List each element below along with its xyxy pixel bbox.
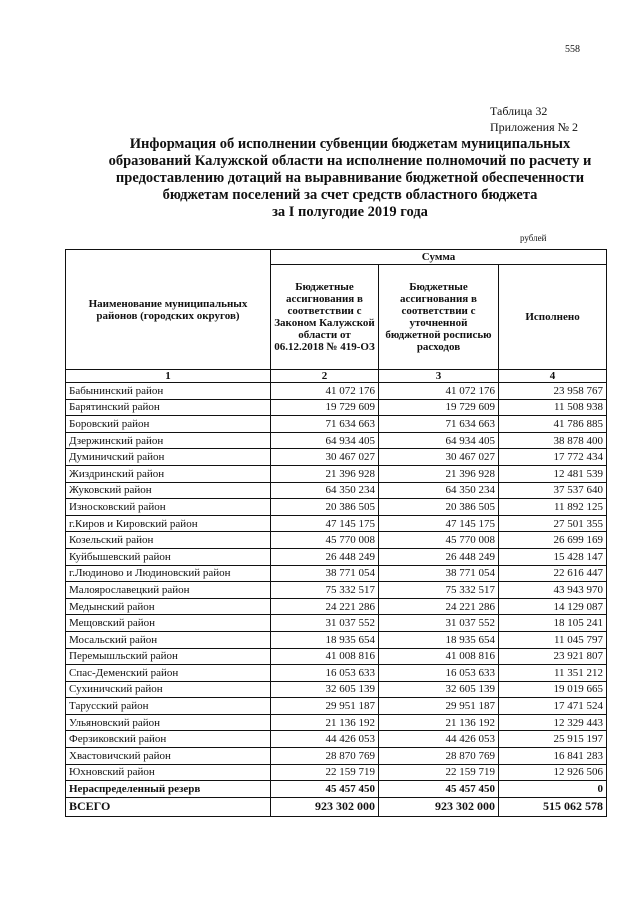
district-name-cell: Козельский район [66,532,271,549]
district-name-cell: Жуковский район [66,482,271,499]
table-row [66,432,607,449]
table-row [66,698,607,715]
district-name-cell: Бабынинский район [66,383,271,400]
budget-refined-cell: 21 136 192 [379,714,499,731]
budget-refined-cell: 923 302 000 [379,797,499,816]
district-name-cell: Куйбышевский район [66,548,271,565]
executed-cell: 23 958 767 [499,383,607,400]
district-name-cell: Нераспределенный резерв [66,781,271,798]
column-number: 4 [499,370,607,383]
header-col3: Бюджетные ассигнования в соответствии с уточненной бюджетной росписью расходов [379,265,499,370]
budget-refined-cell: 24 221 286 [379,598,499,615]
budget-law-cell: 28 870 769 [271,748,379,765]
district-name-cell: Износковский район [66,499,271,516]
budget-refined-cell: 45 457 450 [379,781,499,798]
table-row [66,681,607,698]
table-row [66,582,607,599]
total-row [66,797,607,816]
budget-law-cell: 32 605 139 [271,681,379,698]
district-name-cell: Дзержинский район [66,432,271,449]
executed-cell: 515 062 578 [499,797,607,816]
title-line: бюджетам поселений за счет средств областного бюджета [162,187,538,203]
budget-refined-cell: 19 729 609 [379,399,499,416]
budget-law-cell: 22 159 719 [271,764,379,781]
table-row [66,598,607,615]
budget-law-cell: 29 951 187 [271,698,379,715]
executed-cell: 11 508 938 [499,399,607,416]
district-name-cell: Малоярославецкий район [66,582,271,599]
budget-law-cell: 21 136 192 [271,714,379,731]
district-name-cell: Мосальский район [66,631,271,648]
budget-refined-cell: 29 951 187 [379,698,499,715]
executed-cell: 16 841 283 [499,748,607,765]
table-row [66,532,607,549]
budget-law-cell: 20 386 505 [271,499,379,516]
district-name-cell: г.Людиново и Людиновский район [66,565,271,582]
table-row [66,615,607,632]
budget-law-cell: 64 934 405 [271,432,379,449]
budget-refined-cell: 16 053 633 [379,665,499,682]
budget-law-cell: 64 350 234 [271,482,379,499]
executed-cell: 0 [499,781,607,798]
table-row [66,416,607,433]
table-row [66,731,607,748]
table-row [66,449,607,466]
header-sum-group: Сумма [271,250,607,265]
table-row [66,648,607,665]
executed-cell: 14 129 087 [499,598,607,615]
header-col4: Исполнено [499,265,607,370]
table-row [66,548,607,565]
table-row [66,465,607,482]
executed-cell: 37 537 640 [499,482,607,499]
subvention-table [65,249,607,817]
budget-law-cell: 71 634 663 [271,416,379,433]
district-name-cell: Медынский район [66,598,271,615]
column-number: 1 [66,370,271,383]
budget-refined-cell: 44 426 053 [379,731,499,748]
district-name-cell: Ульяновский район [66,714,271,731]
executed-cell: 23 921 807 [499,648,607,665]
table-label: Таблица 32 [490,104,548,118]
table-row [66,665,607,682]
table-row [66,383,607,400]
budget-refined-cell: 47 145 175 [379,515,499,532]
header-row-sum [66,250,607,265]
budget-refined-cell: 71 634 663 [379,416,499,433]
executed-cell: 11 045 797 [499,631,607,648]
appendix-label: Приложения № 2 [490,120,579,134]
column-number: 2 [271,370,379,383]
district-name-cell: Хвастовичский район [66,748,271,765]
budget-refined-cell: 18 935 654 [379,631,499,648]
executed-cell: 17 772 434 [499,449,607,466]
executed-cell: 27 501 355 [499,515,607,532]
table-row [66,631,607,648]
budget-refined-cell: 32 605 139 [379,681,499,698]
budget-law-cell: 923 302 000 [271,797,379,816]
budget-law-cell: 75 332 517 [271,582,379,599]
budget-law-cell: 45 457 450 [271,781,379,798]
budget-refined-cell: 41 072 176 [379,383,499,400]
header-name-col: Наименование муниципальных районов (городских округов) [66,250,271,370]
table-row [66,748,607,765]
district-name-cell: Перемышльский район [66,648,271,665]
budget-law-cell: 26 448 249 [271,548,379,565]
district-name-cell: ВСЕГО [66,797,271,816]
executed-cell: 41 786 885 [499,416,607,433]
page-number: 558 [565,44,580,55]
table-row [66,565,607,582]
budget-law-cell: 41 008 816 [271,648,379,665]
budget-law-cell: 18 935 654 [271,631,379,648]
district-name-cell: Думиничский район [66,449,271,466]
reserve-row [66,781,607,798]
budget-refined-cell: 75 332 517 [379,582,499,599]
executed-cell: 12 481 539 [499,465,607,482]
district-name-cell: Сухиничский район [66,681,271,698]
budget-law-cell: 38 771 054 [271,565,379,582]
executed-cell: 43 943 970 [499,582,607,599]
budget-law-cell: 30 467 027 [271,449,379,466]
executed-cell: 19 019 665 [499,681,607,698]
document-title [100,136,600,221]
district-name-cell: Ферзиковский район [66,731,271,748]
column-number: 3 [379,370,499,383]
executed-cell: 25 915 197 [499,731,607,748]
budget-refined-cell: 28 870 769 [379,748,499,765]
table-row [66,399,607,416]
district-name-cell: г.Киров и Кировский район [66,515,271,532]
budget-refined-cell: 26 448 249 [379,548,499,565]
budget-refined-cell: 21 396 928 [379,465,499,482]
budget-law-cell: 24 221 286 [271,598,379,615]
executed-cell: 11 892 125 [499,499,607,516]
title-line: Информация об исполнении субвенции бюджетам муниципальных [129,136,571,152]
district-name-cell: Юхновский район [66,764,271,781]
budget-refined-cell: 22 159 719 [379,764,499,781]
executed-cell: 11 351 212 [499,665,607,682]
district-name-cell: Боровский район [66,416,271,433]
currency-note: рублей [520,233,547,243]
executed-cell: 15 428 147 [499,548,607,565]
budget-refined-cell: 38 771 054 [379,565,499,582]
budget-refined-cell: 30 467 027 [379,449,499,466]
budget-refined-cell: 41 008 816 [379,648,499,665]
budget-law-cell: 47 145 175 [271,515,379,532]
budget-law-cell: 21 396 928 [271,465,379,482]
budget-law-cell: 45 770 008 [271,532,379,549]
title-line: предоставлению дотаций на выравнивание бюджетной обеспеченности [115,170,585,186]
district-name-cell: Мещовский район [66,615,271,632]
district-name-cell: Спас-Деменский район [66,665,271,682]
table-row [66,714,607,731]
district-name-cell: Жиздринский район [66,465,271,482]
budget-refined-cell: 31 037 552 [379,615,499,632]
district-name-cell: Барятинский район [66,399,271,416]
column-number-row [66,370,607,383]
budget-refined-cell: 64 350 234 [379,482,499,499]
table-row [66,764,607,781]
executed-cell: 18 105 241 [499,615,607,632]
budget-law-cell: 31 037 552 [271,615,379,632]
executed-cell: 17 471 524 [499,698,607,715]
table-row [66,515,607,532]
budget-refined-cell: 20 386 505 [379,499,499,516]
budget-law-cell: 41 072 176 [271,383,379,400]
header-col2: Бюджетные ассигнования в соответствии с Законом Калужской области от 06.12.2018 № 419-ОЗ [271,265,379,370]
budget-law-cell: 19 729 609 [271,399,379,416]
executed-cell: 26 699 169 [499,532,607,549]
title-line: за I полугодие 2019 года [272,204,428,220]
district-name-cell: Тарусский район [66,698,271,715]
executed-cell: 12 329 443 [499,714,607,731]
table-row [66,482,607,499]
executed-cell: 38 878 400 [499,432,607,449]
title-line: образований Калужской области на исполнение полномочий по расчету и [108,153,592,169]
budget-refined-cell: 45 770 008 [379,532,499,549]
executed-cell: 22 616 447 [499,565,607,582]
budget-law-cell: 44 426 053 [271,731,379,748]
executed-cell: 12 926 506 [499,764,607,781]
budget-refined-cell: 64 934 405 [379,432,499,449]
table-row [66,499,607,516]
budget-law-cell: 16 053 633 [271,665,379,682]
